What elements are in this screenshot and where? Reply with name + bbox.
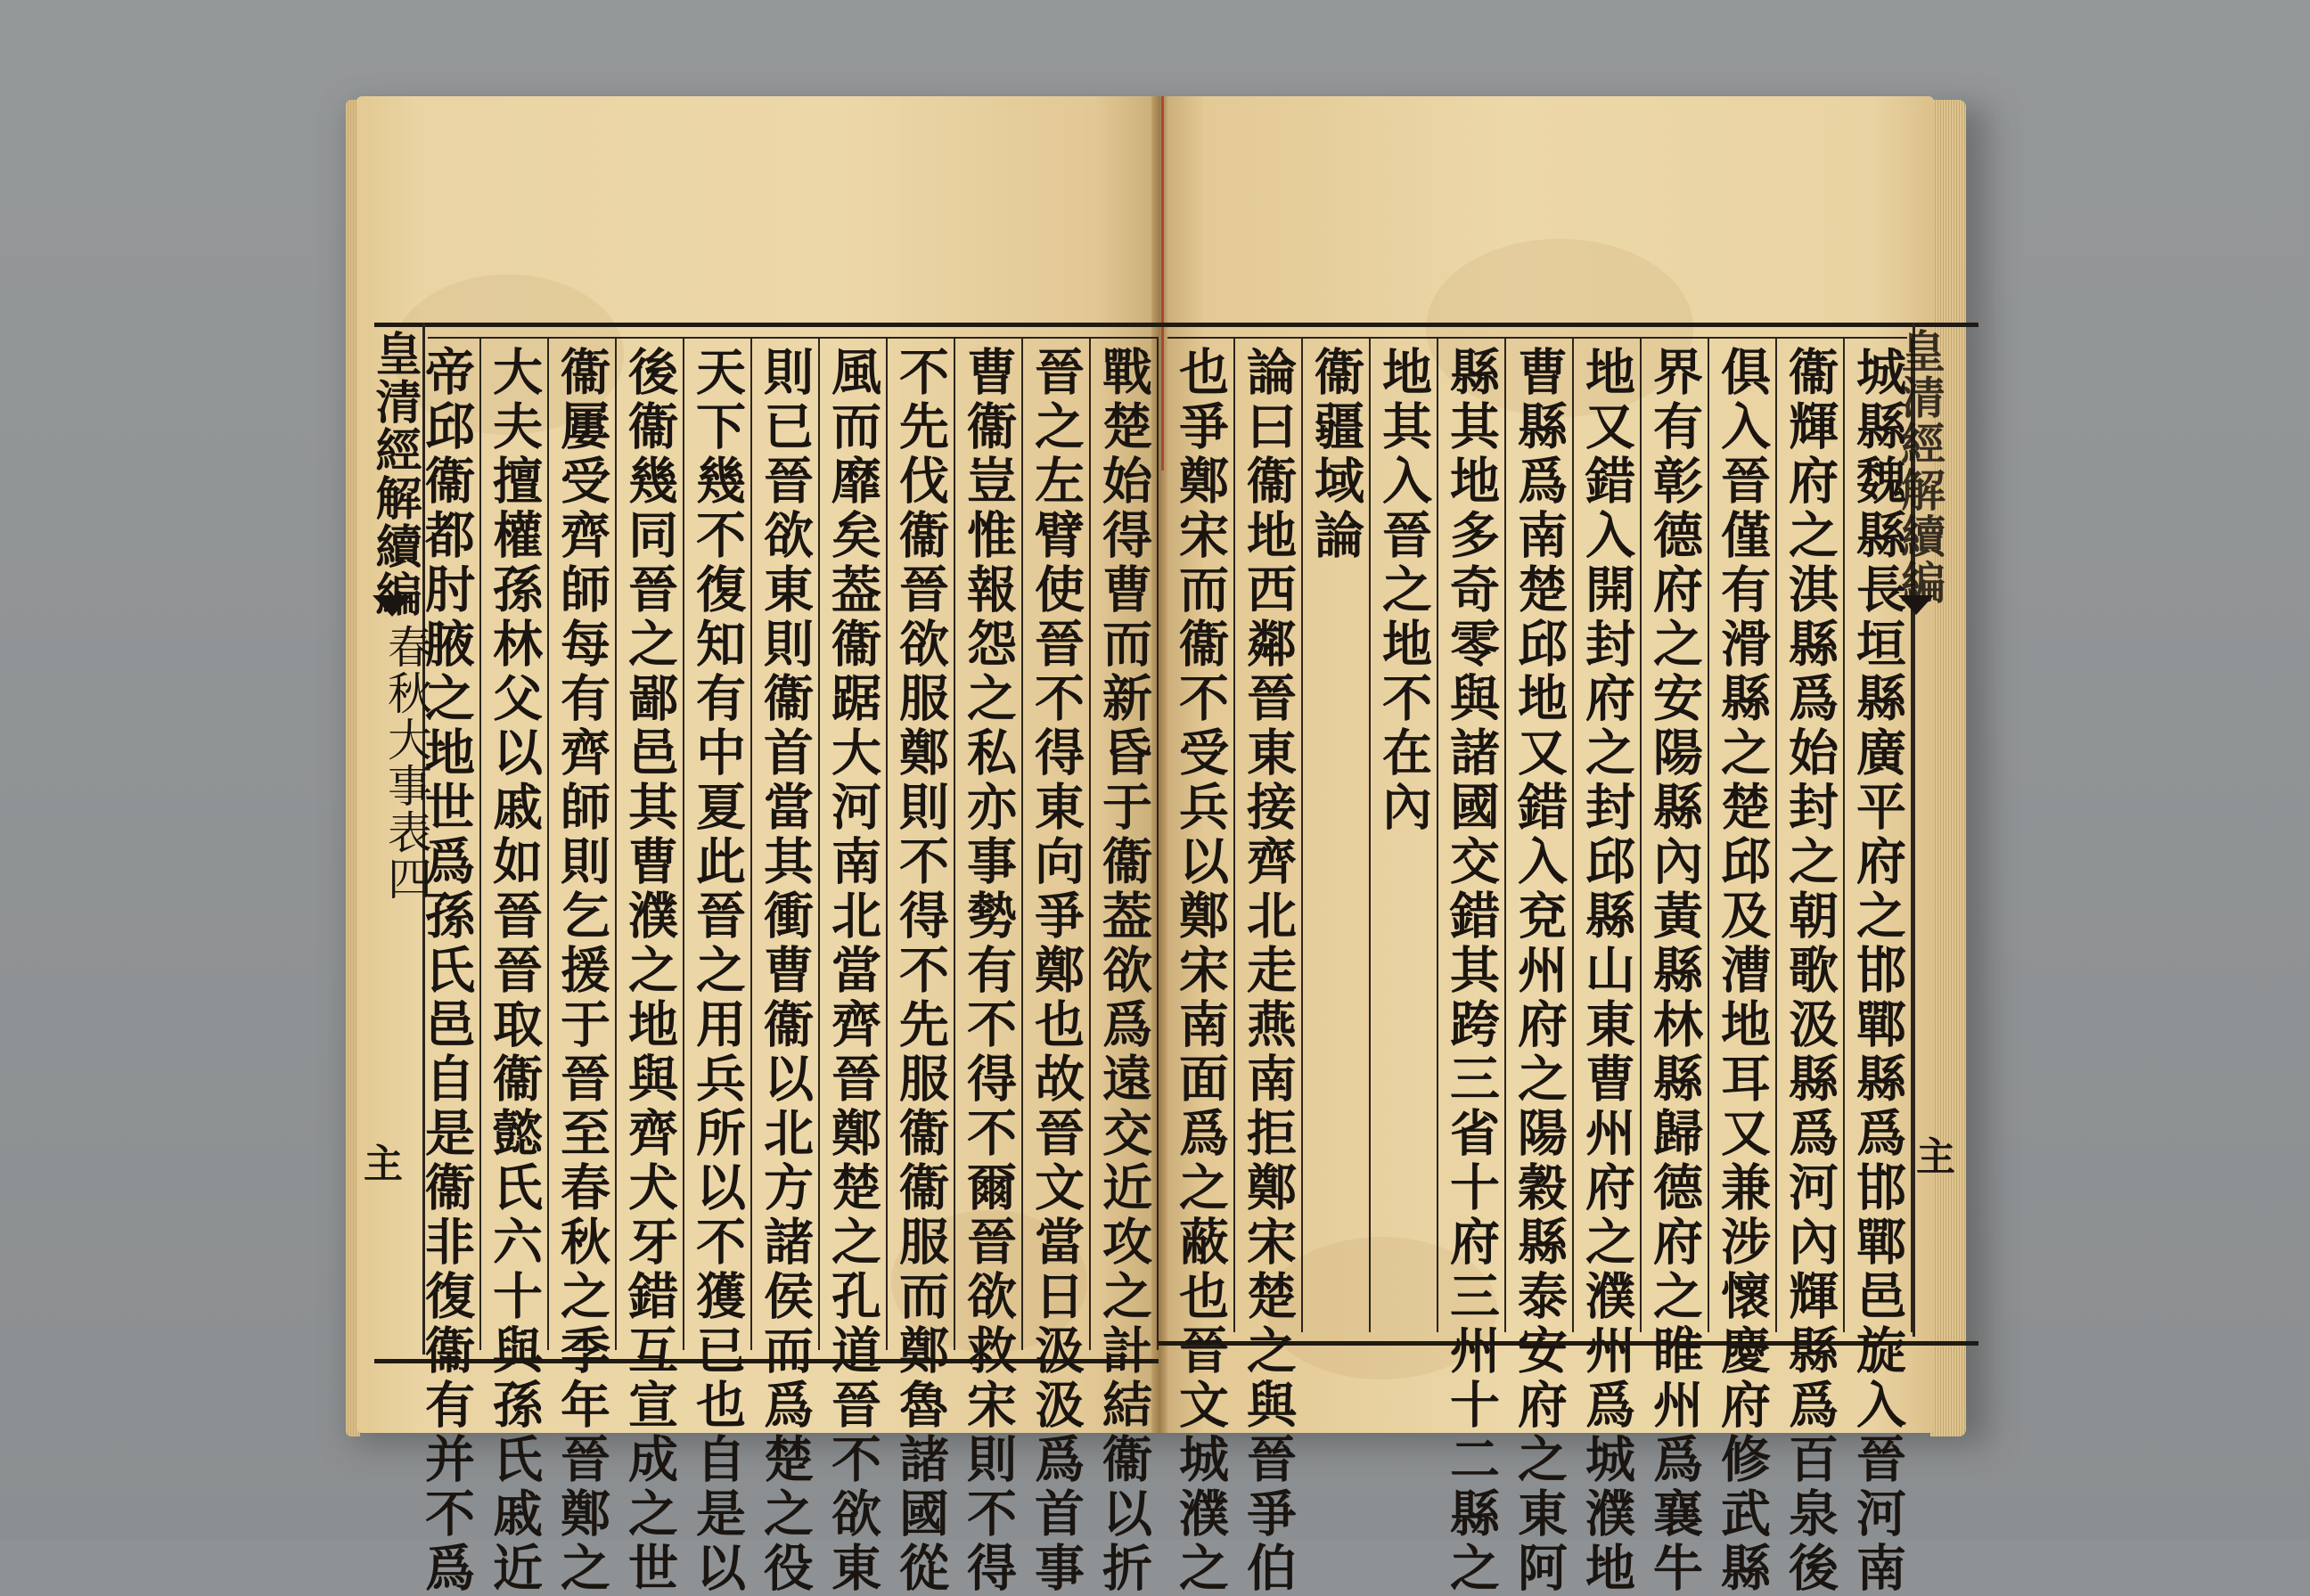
right-banner-title: 皇清經解續編 — [1894, 328, 1946, 606]
left-banner-title: 皇清經解續編 — [367, 330, 422, 618]
column-text: 地又錯入開封府之封邱縣山東曹州府之濮州爲城濮地 — [1577, 346, 1636, 1596]
text-column — [752, 339, 820, 1596]
text-column — [481, 339, 549, 1596]
left-folio-number: 主 — [364, 1142, 403, 1187]
fish-tail-mark — [373, 595, 412, 617]
text-column — [617, 339, 684, 1596]
right-folio-number: 主 — [1916, 1134, 1955, 1180]
text-column — [820, 339, 888, 1596]
column-text: 風而靡矣葢衞踞大河南北當齊晉鄭楚之孔道晉不欲東 — [823, 346, 882, 1596]
column-text: 後衞幾同晉之鄙邑其曹濮之地與齊犬牙錯互宣成之世 — [620, 346, 679, 1596]
column-text: 戰楚始得曹而新昏于衞葢欲爲遠交近攻之計結衞以折 — [1094, 346, 1153, 1596]
column-text: 曹縣爲南楚邱地又錯入兗州府之陽穀縣泰安府之東阿 — [1510, 346, 1569, 1596]
text-column — [1371, 339, 1438, 1332]
column-text: 界有彰德府之安陽縣內黃縣林縣歸德府之睢州爲襄牛 — [1645, 346, 1704, 1596]
text-column — [1574, 339, 1642, 1596]
column-text: 曹衞豈惟報怨之私亦事勢有不得不爾晉欲救宋則不得 — [959, 346, 1018, 1596]
column-text: 不先伐衞晉欲服鄭則不得不先服衞衞服而鄭魯諸國從 — [891, 346, 950, 1596]
text-column — [1506, 339, 1574, 1596]
column-text: 城縣魏縣長垣縣廣平府之邯鄲縣爲邯鄲邑旋入晉河南 — [1848, 346, 1907, 1596]
column-text: 衞屢受齊師每有齊師則乞援于晉至春秋之季年晉鄭之 — [553, 346, 611, 1596]
left-text-columns — [417, 339, 1159, 1596]
text-column — [955, 339, 1023, 1596]
right-text-columns — [1167, 339, 1913, 1596]
column-text: 大夫擅權孫林父以戚如晉晉取衞懿氏六十與孫氏戚近 — [485, 346, 544, 1596]
text-column — [1235, 339, 1303, 1596]
text-column — [549, 339, 617, 1596]
column-text: 縣其地多奇零與諸國交錯其跨三省十府三州十二縣之 — [1442, 346, 1501, 1596]
text-column — [1642, 339, 1709, 1596]
left-banner-subtitle: 春秋大事表四 — [381, 624, 432, 902]
text-column — [1438, 339, 1506, 1596]
fish-tail-mark — [1898, 595, 1934, 615]
column-text: 地其入晉之地不在內 — [1374, 346, 1433, 835]
column-text: 也爭鄭宋而衞不受兵以鄭宋南面爲之蔽也晉文城濮之 — [1171, 346, 1230, 1596]
column-text: 則已晉欲東則衞首當其衝曹衞以北方諸侯而爲楚之役 — [756, 346, 815, 1596]
text-column — [1303, 339, 1371, 1332]
column-text: 晉之左臂使晉不得東向爭鄭也故晉文當日汲汲爲首事 — [1027, 346, 1085, 1596]
text-column — [1777, 339, 1845, 1596]
column-text: 帝邱衞都肘腋之地世爲孫氏邑自是衞非復衞有并不爲 — [417, 346, 476, 1596]
text-column — [684, 339, 752, 1596]
text-column — [1091, 339, 1159, 1596]
column-text: 天下幾不復知有中夏此晉之用兵所以不獲已也自是以 — [688, 346, 747, 1596]
text-column — [1167, 339, 1235, 1596]
column-text: 論曰衞地西鄰晉東接齊北走燕南拒鄭宋楚之與晉爭伯 — [1239, 346, 1298, 1596]
column-text: 俱入晉僅有滑縣之楚邱及漕地耳又兼涉懷慶府修武縣 — [1713, 346, 1772, 1596]
column-text: 衞疆域論 — [1307, 346, 1365, 563]
text-column — [1023, 339, 1091, 1596]
text-column — [888, 339, 955, 1596]
text-column — [1709, 339, 1777, 1596]
column-text: 衞輝府之淇縣爲始封之朝歌汲縣爲河內輝縣爲百泉後 — [1781, 346, 1839, 1596]
